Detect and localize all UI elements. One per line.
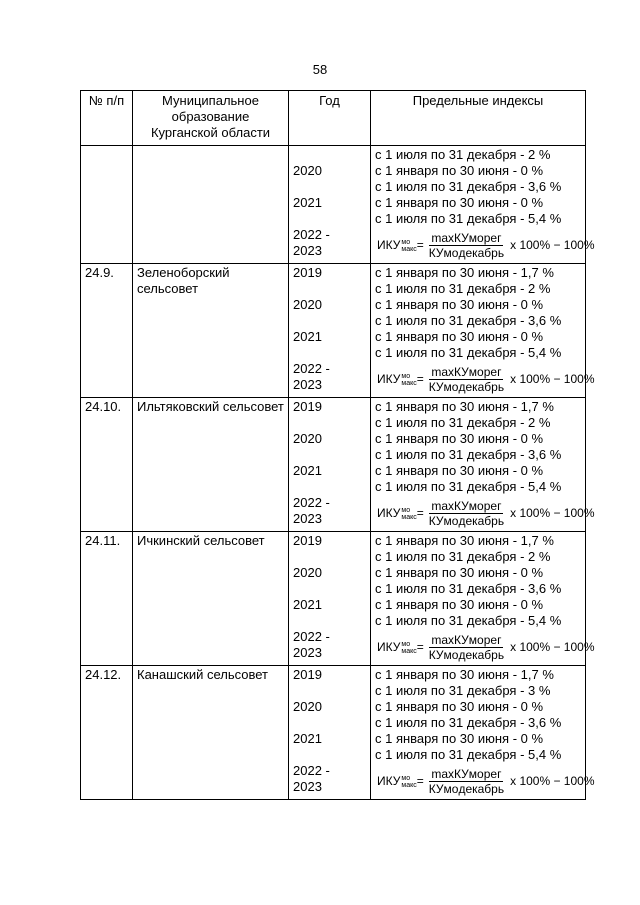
formula-num-sub: рег	[483, 766, 502, 781]
formula-tail: x 100% − 100%	[510, 774, 595, 788]
formula-den-scripts	[444, 380, 505, 394]
index-line: с 1 января по 30 июня - 1,7 %	[375, 667, 554, 682]
formula-num-sub: рег	[483, 364, 502, 379]
formula-lhs-sup: мо	[401, 506, 411, 514]
index-line: с 1 января по 30 июня - 0 %	[375, 463, 544, 478]
formula-denominator	[427, 782, 506, 796]
year-slot	[293, 463, 370, 495]
formula-lhs-scripts	[401, 775, 416, 789]
formula-num-text: maxКУ	[431, 766, 469, 781]
index-line: с 1 июля по 31 декабря - 5,4 %	[375, 211, 562, 226]
formula-denominator	[427, 380, 506, 394]
formula-num-sub: рег	[483, 230, 502, 245]
table-row	[81, 146, 586, 264]
year-cell	[289, 398, 371, 532]
year-value: 2021	[293, 731, 322, 746]
index-line: с 1 января по 30 июня - 1,7 %	[375, 265, 554, 280]
formula-lhs	[377, 371, 417, 387]
formula-den-text: КУ	[428, 379, 444, 394]
formula-num-scripts	[469, 633, 502, 647]
row-number: 24.12.	[81, 666, 133, 800]
formula-lhs-sub: макс	[401, 647, 417, 655]
formula-lhs-sup: мо	[401, 238, 411, 246]
formula-lhs-sub: макс	[401, 513, 417, 521]
formula-num-text: maxКУ	[431, 230, 469, 245]
index-line: с 1 января по 30 июня - 0 %	[375, 297, 544, 312]
formula-tail: x 100% − 100%	[510, 640, 595, 654]
index-line: с 1 июля по 31 декабря - 5,4 %	[375, 613, 562, 628]
index-line: с 1 июля по 31 декабря - 3,6 %	[375, 179, 562, 194]
formula-den-sup: мо	[443, 781, 459, 796]
year-slot	[293, 399, 370, 431]
formula-lhs-sub: макс	[401, 245, 417, 253]
year-value: 2022 - 2023	[293, 361, 330, 392]
formula	[375, 227, 595, 263]
year-slot	[293, 533, 370, 565]
formula-lhs-text: ИКУ	[377, 506, 401, 520]
formula-equals: =	[416, 238, 424, 252]
formula-den-sup: мо	[443, 245, 459, 260]
indices-cell	[371, 398, 595, 532]
formula-numerator	[429, 231, 503, 246]
formula-num-scripts	[469, 499, 502, 513]
formula-lhs-sup: мо	[401, 774, 411, 782]
formula-lhs	[377, 505, 417, 521]
formula-denominator	[427, 246, 506, 260]
year-cell	[289, 532, 371, 666]
formula-tail: x 100% − 100%	[510, 372, 595, 386]
index-line: с 1 января по 30 июня - 1,7 %	[375, 533, 554, 548]
index-line: с 1 июля по 31 декабря - 3,6 %	[375, 447, 562, 462]
index-line: с 1 января по 30 июня - 0 %	[375, 565, 544, 580]
formula-num-sub: рег	[483, 498, 502, 513]
index-line: с 1 июля по 31 декабря - 3,6 %	[375, 715, 562, 730]
formula-denominator	[427, 648, 506, 662]
year-cell	[289, 666, 371, 800]
formula-denominator	[427, 514, 506, 528]
municipality-name	[133, 146, 289, 264]
formula-fraction	[427, 499, 506, 528]
year-slot	[293, 699, 370, 731]
formula-num-scripts	[469, 767, 502, 781]
formula-den-sub: декабрь	[458, 647, 505, 662]
year-slot	[293, 163, 370, 195]
formula-lhs	[377, 773, 417, 789]
municipality-name: Канашский сельсовет	[133, 666, 289, 800]
year-slot	[293, 731, 370, 763]
formula-den-sup: мо	[443, 513, 459, 528]
index-line: с 1 января по 30 июня - 0 %	[375, 431, 544, 446]
formula-den-sup: мо	[443, 379, 459, 394]
table-row	[81, 264, 586, 398]
row-number: 24.9.	[81, 264, 133, 398]
index-line: с 1 июля по 31 декабря - 2 %	[375, 281, 551, 296]
formula-equals: =	[416, 640, 424, 654]
formula-numerator	[429, 633, 503, 648]
formula-lhs-sub: макс	[401, 781, 417, 789]
formula-lhs-text: ИКУ	[377, 372, 401, 386]
year-slot	[293, 195, 370, 227]
row-number: 24.10.	[81, 398, 133, 532]
indices-cell	[371, 532, 595, 666]
index-line: с 1 июля по 31 декабря - 2 %	[375, 415, 551, 430]
year-cell	[289, 146, 371, 264]
year-value: 2022 - 2023	[293, 763, 330, 794]
index-line: с 1 января по 30 июня - 0 %	[375, 597, 544, 612]
formula-den-text: КУ	[428, 513, 444, 528]
formula-num-text: maxКУ	[431, 364, 469, 379]
municipality-name: Зеленоборский сельсовет	[133, 264, 289, 398]
index-line: с 1 января по 30 июня - 0 %	[375, 195, 544, 210]
year-value: 2021	[293, 597, 322, 612]
year-value: 2020	[293, 431, 322, 446]
year-value: 2021	[293, 329, 322, 344]
formula-tail: x 100% − 100%	[510, 238, 595, 252]
formula-equals: =	[416, 774, 424, 788]
year-value: 2020	[293, 297, 322, 312]
index-line: с 1 июля по 31 декабря - 3,6 %	[375, 313, 562, 328]
year-value: 2019	[293, 533, 322, 548]
page-number: 58	[312, 62, 328, 77]
formula-den-text: КУ	[428, 781, 444, 796]
year-slot	[293, 565, 370, 597]
year-cell	[289, 264, 371, 398]
formula	[375, 495, 595, 531]
header-municipality: Муниципальное образование Курганской области	[133, 91, 289, 146]
municipality-name: Ичкинский сельсовет	[133, 532, 289, 666]
formula	[375, 361, 595, 397]
formula-lhs-scripts	[401, 641, 416, 655]
formula-den-scripts	[444, 246, 505, 260]
formula-lhs	[377, 237, 417, 253]
index-line: с 1 июля по 31 декабря - 2 %	[375, 549, 551, 564]
formula-lhs-scripts	[401, 507, 416, 521]
index-line: с 1 января по 30 июня - 1,7 %	[375, 399, 554, 414]
formula-num-sup: мо	[468, 230, 484, 245]
year-value: 2019	[293, 667, 322, 682]
formula-num-sup: мо	[468, 498, 484, 513]
formula-den-sub: декабрь	[458, 245, 505, 260]
formula	[375, 629, 595, 665]
formula-num-text: maxКУ	[431, 498, 469, 513]
indices-cell	[371, 146, 595, 264]
row-number: 24.11.	[81, 532, 133, 666]
formula-num-scripts	[469, 231, 502, 245]
table-header-row	[81, 91, 586, 146]
year-value: 2022 - 2023	[293, 495, 330, 526]
formula-num-sup: мо	[468, 364, 484, 379]
year-slot	[293, 361, 370, 397]
index-line: с 1 января по 30 июня - 0 %	[375, 699, 544, 714]
formula-lhs-scripts	[401, 239, 416, 253]
formula-fraction	[427, 633, 506, 662]
formula-den-text: КУ	[428, 647, 444, 662]
row-number	[81, 146, 133, 264]
year-slot	[293, 597, 370, 629]
formula-den-scripts	[444, 648, 505, 662]
year-value: 2021	[293, 463, 322, 478]
year-slot	[293, 763, 370, 799]
table-row	[81, 666, 586, 800]
formula-fraction	[427, 767, 506, 796]
indices-cell	[371, 666, 595, 800]
year-value: 2019	[293, 399, 322, 414]
index-line: с 1 июля по 31 декабря - 2 %	[375, 147, 551, 162]
index-line: с 1 июля по 31 декабря - 5,4 %	[375, 345, 562, 360]
header-num: № п/п	[81, 91, 133, 146]
index-line: с 1 января по 30 июня - 0 %	[375, 163, 544, 178]
index-line: с 1 июля по 31 декабря - 3,6 %	[375, 581, 562, 596]
formula-numerator	[429, 767, 503, 782]
year-value: 2020	[293, 699, 322, 714]
formula	[375, 763, 595, 799]
formula-den-sub: декабрь	[458, 379, 505, 394]
formula-den-scripts	[444, 782, 505, 796]
year-slot	[293, 329, 370, 361]
formula-lhs-scripts	[401, 373, 416, 387]
year-value: 2022 - 2023	[293, 227, 330, 258]
formula-lhs-sup: мо	[401, 640, 411, 648]
formula-numerator	[429, 365, 503, 380]
header-indices: Предельные индексы	[371, 91, 586, 146]
formula-num-sup: мо	[468, 766, 484, 781]
header-year: Год	[289, 91, 371, 146]
formula-fraction	[427, 231, 506, 260]
index-line: с 1 января по 30 июня - 0 %	[375, 329, 544, 344]
indices-cell	[371, 264, 595, 398]
year-slot	[293, 227, 370, 263]
year-slot	[293, 297, 370, 329]
year-slot	[293, 629, 370, 665]
year-value: 2019	[293, 265, 322, 280]
formula-lhs-text: ИКУ	[377, 774, 401, 788]
year-value: 2021	[293, 195, 322, 210]
index-line: с 1 января по 30 июня - 0 %	[375, 731, 544, 746]
formula-num-text: maxКУ	[431, 632, 469, 647]
formula-den-text: КУ	[428, 245, 444, 260]
formula-tail: x 100% − 100%	[510, 506, 595, 520]
formula-num-sub: рег	[483, 632, 502, 647]
index-line: с 1 июля по 31 декабря - 5,4 %	[375, 747, 562, 762]
formula-den-sub: декабрь	[458, 781, 505, 796]
formula-lhs-text: ИКУ	[377, 238, 401, 252]
formula-den-sup: мо	[443, 647, 459, 662]
year-value: 2022 - 2023	[293, 629, 330, 660]
index-line: с 1 июля по 31 декабря - 3 %	[375, 683, 551, 698]
formula-num-sup: мо	[468, 632, 484, 647]
formula-den-scripts	[444, 514, 505, 528]
year-value: 2020	[293, 565, 322, 580]
formula-den-sub: декабрь	[458, 513, 505, 528]
formula-fraction	[427, 365, 506, 394]
formula-lhs-sub: макс	[401, 379, 417, 387]
table-row	[81, 532, 586, 666]
table-row	[81, 398, 586, 532]
formula-equals: =	[416, 372, 424, 386]
formula-numerator	[429, 499, 503, 514]
municipality-name: Ильтяковский сельсовет	[133, 398, 289, 532]
formula-num-scripts	[469, 365, 502, 379]
index-line: с 1 июля по 31 декабря - 5,4 %	[375, 479, 562, 494]
year-value: 2020	[293, 163, 322, 178]
indices-table	[80, 90, 595, 800]
year-slot	[293, 265, 370, 297]
formula-lhs	[377, 639, 417, 655]
year-slot	[293, 431, 370, 463]
year-slot	[293, 495, 370, 531]
formula-lhs-sup: мо	[401, 372, 411, 380]
formula-lhs-text: ИКУ	[377, 640, 401, 654]
year-spacer	[293, 147, 370, 163]
formula-equals: =	[416, 506, 424, 520]
year-slot	[293, 667, 370, 699]
